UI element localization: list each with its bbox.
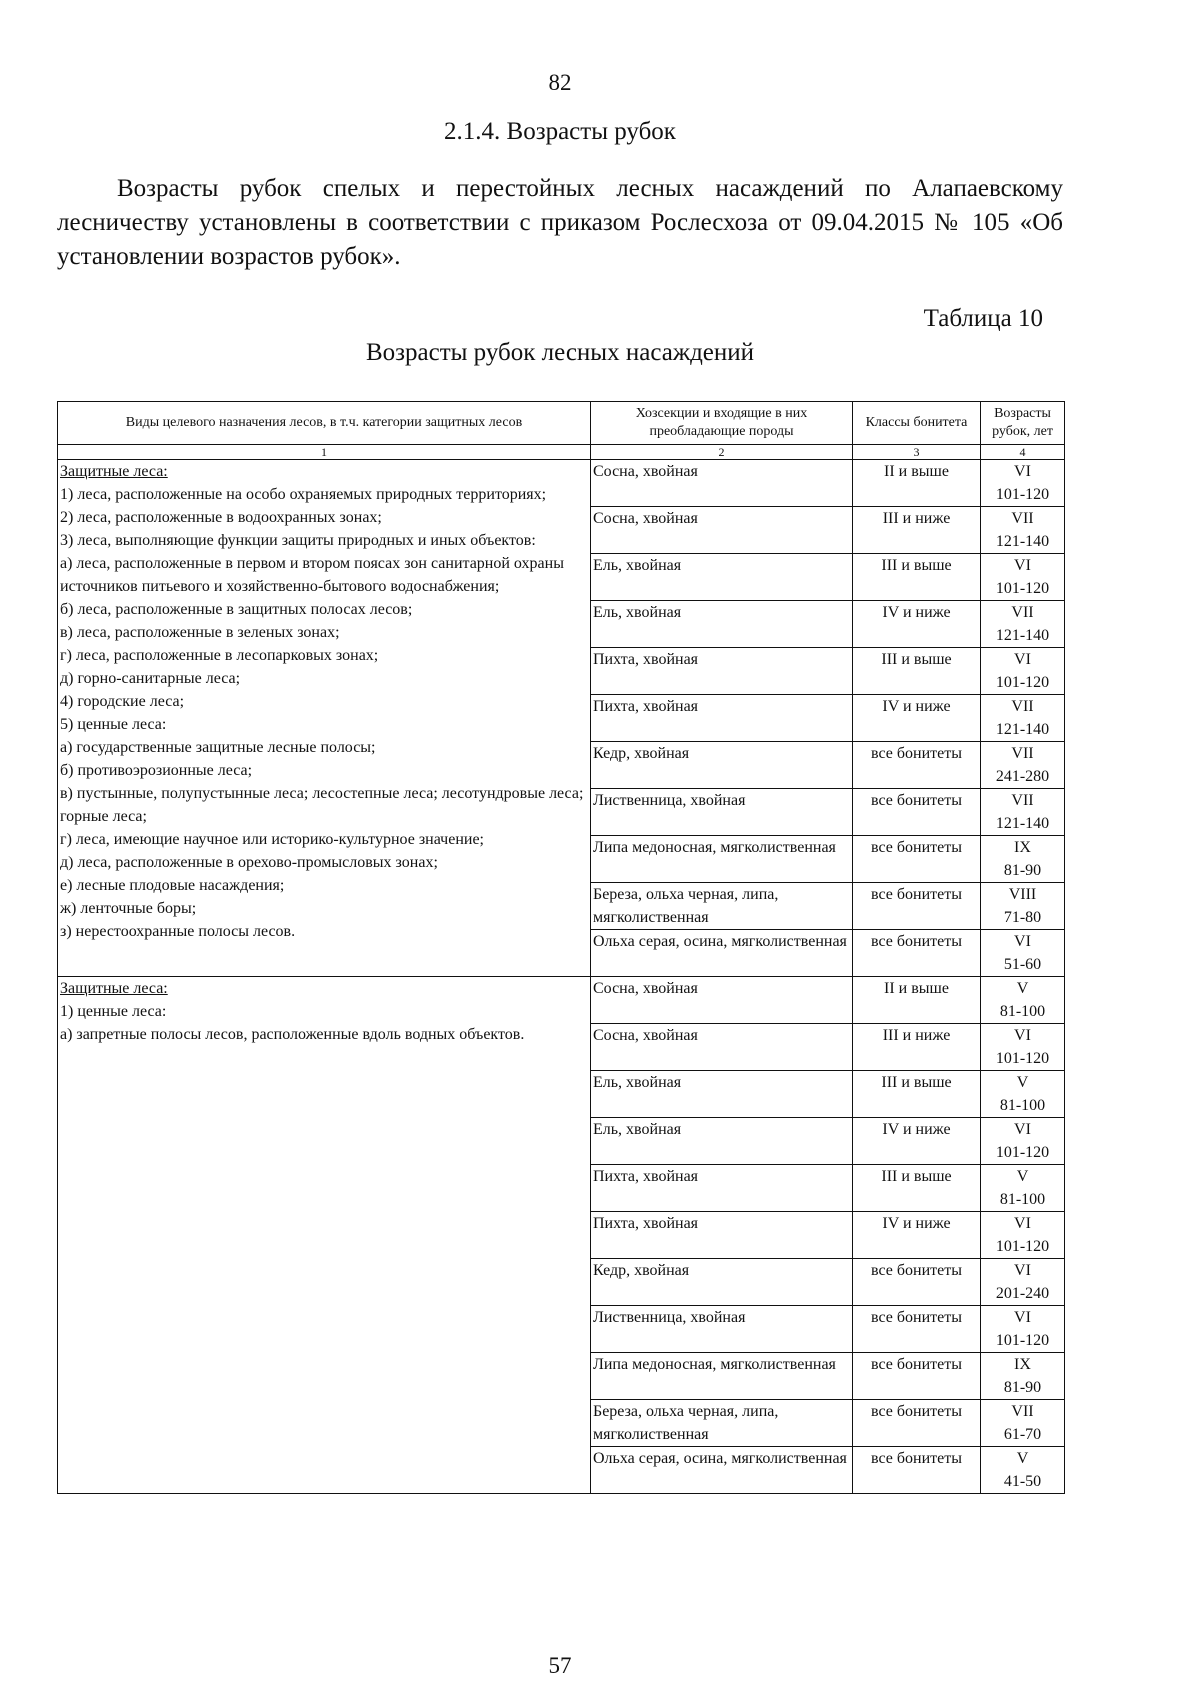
bonitet-cell: III и ниже [853,507,981,554]
age-class: V [1016,1450,1029,1467]
bonitet-cell: все бонитеты [853,883,981,930]
purpose-line: 4) городские леса; [60,693,185,710]
species-cell: Ель, хвойная [591,554,853,601]
species-cell: Сосна, хвойная [591,977,853,1024]
age-class: VII [1011,510,1034,527]
table-label: Таблица 10 [923,305,1043,332]
species-cell: Береза, ольха черная, липа, мягколиственная [591,883,853,930]
age-years: 41-50 [1003,1473,1042,1490]
purpose-cell [58,460,591,977]
purpose-line: 3) леса, выполняющие функции защиты природных и иных объектов: [60,532,536,549]
age-years: 101-120 [995,486,1050,503]
cutting-ages-table [57,401,1065,1494]
age-class: V [1016,980,1029,997]
table-title: Возрасты рубок лесных насаждений [365,339,755,366]
header-species: Хозсекции и входящие в них преобладающие породы [591,402,853,445]
purpose-line: д) горно-санитарные леса; [60,670,241,687]
purpose-line: в) пустынные, полупустынные леса; лесостепные леса; лесотундровые леса; горные леса; [60,785,584,825]
age-years: 81-90 [1003,1379,1042,1396]
age-cell [981,507,1065,554]
purpose-line: е) лесные плодовые насаждения; [60,877,285,894]
age-cell [981,554,1065,601]
intro-paragraph: Возрасты рубок спелых и перестойных лесных насаждений по Алапаевскому лесничеству установлены в соответствии с приказом Рослесхоза от 09.04.2015 № 105 «Об установлении возрастов рубок». [57,175,1063,270]
age-class: VI [1014,1121,1031,1138]
species-cell: Лиственница, хвойная [591,1306,853,1353]
age-class: VI [1014,651,1031,668]
column-number-row [58,445,1065,460]
purpose-line: 1) ценные леса: [60,1003,167,1020]
age-years: 101-120 [995,1238,1050,1255]
age-class: VI [1014,557,1031,574]
purpose-line: а) леса, расположенные в первом и втором поясах зон санитарной охраны источников питьевого и хозяйственно-бытового водоснабжения; [60,555,564,595]
column-number: 4 [981,445,1065,460]
bonitet-cell: IV и ниже [853,601,981,648]
purpose-line: ж) ленточные боры; [60,900,197,917]
species-cell: Сосна, хвойная [591,507,853,554]
species-cell: Ольха серая, осина, мягколиственная [591,1447,853,1494]
age-class: VI [1014,1215,1031,1232]
age-class: VI [1014,1262,1031,1279]
species-cell: Липа медоносная, мягколиственная [591,836,853,883]
purpose-line: 1) леса, расположенные на особо охраняемых природных территориях; [60,486,547,503]
age-cell [981,930,1065,977]
bonitet-cell: все бонитеты [853,742,981,789]
bonitet-cell: III и выше [853,554,981,601]
purpose-line: в) леса, расположенные в зеленых зонах; [60,624,340,641]
age-class: VII [1011,604,1034,621]
age-years: 101-120 [995,1332,1050,1349]
species-cell: Пихта, хвойная [591,695,853,742]
bonitet-cell: III и выше [853,1071,981,1118]
species-cell: Пихта, хвойная [591,1212,853,1259]
bonitet-cell: III и выше [853,1165,981,1212]
species-cell: Сосна, хвойная [591,1024,853,1071]
purpose-line: з) нерестоохранные полосы лесов. [60,923,296,940]
age-class: IX [1014,1356,1031,1373]
age-years: 101-120 [995,580,1050,597]
header-bonitet: Классы бонитета [853,402,981,445]
age-cell [981,1118,1065,1165]
section-title: 2.1.4. Возрасты рубок [444,118,676,145]
bonitet-cell: все бонитеты [853,1259,981,1306]
age-class: VIII [1008,886,1037,903]
table-header-row [58,402,1065,445]
bonitet-cell: III и ниже [853,1024,981,1071]
purpose-line: 5) ценные леса: [60,716,167,733]
purpose-line: 2) леса, расположенные в водоохранных зонах; [60,509,382,526]
purpose-line: а) запретные полосы лесов, расположенные вдоль водных объектов. [60,1026,525,1043]
bonitet-cell: II и выше [853,977,981,1024]
age-years: 101-120 [995,1050,1050,1067]
age-cell [981,836,1065,883]
header-purpose: Виды целевого назначения лесов, в т.ч. категории защитных лесов [58,402,591,445]
bonitet-cell: III и выше [853,648,981,695]
bonitet-cell: все бонитеты [853,1306,981,1353]
species-cell: Липа медоносная, мягколиственная [591,1353,853,1400]
bonitet-cell: все бонитеты [853,930,981,977]
age-class: VII [1011,745,1034,762]
age-class: V [1016,1168,1029,1185]
species-cell: Ель, хвойная [591,1071,853,1118]
age-class: VI [1014,1027,1031,1044]
age-years: 51-60 [1003,956,1042,973]
age-years: 121-140 [995,533,1050,550]
species-cell: Пихта, хвойная [591,648,853,695]
species-cell: Кедр, хвойная [591,1259,853,1306]
age-class: VII [1011,1403,1034,1420]
age-years: 241-280 [995,768,1050,785]
age-cell [981,648,1065,695]
species-cell: Ольха серая, осина, мягколиственная [591,930,853,977]
age-cell [981,601,1065,648]
age-cell [981,1024,1065,1071]
age-years: 201-240 [995,1285,1050,1302]
age-years: 101-120 [995,1144,1050,1161]
age-class: VI [1014,463,1031,480]
bonitet-cell: IV и ниже [853,695,981,742]
species-cell: Ель, хвойная [591,1118,853,1165]
purpose-line: б) противоэрозионные леса; [60,762,253,779]
bonitet-cell: IV и ниже [853,1212,981,1259]
column-number: 2 [591,445,853,460]
bonitet-cell: все бонитеты [853,1447,981,1494]
age-class: IX [1014,839,1031,856]
bonitet-cell: II и выше [853,460,981,507]
species-cell: Лиственница, хвойная [591,789,853,836]
column-number: 1 [58,445,591,460]
species-cell: Пихта, хвойная [591,1165,853,1212]
species-cell: Сосна, хвойная [591,460,853,507]
age-class: VII [1011,698,1034,715]
bonitet-cell: все бонитеты [853,1400,981,1447]
age-cell [981,1306,1065,1353]
purpose-line: б) леса, расположенные в защитных полосах лесов; [60,601,413,618]
purpose-line: г) леса, расположенные в лесопарковых зонах; [60,647,379,664]
age-cell [981,1400,1065,1447]
page-number-top: 82 [548,70,572,95]
age-years: 81-90 [1003,862,1042,879]
species-cell: Ель, хвойная [591,601,853,648]
table-body [58,460,1065,1494]
purpose-line: г) леса, имеющие научное или историко-культурное значение; [60,831,484,848]
age-cell [981,977,1065,1024]
table-row [58,977,1065,1024]
age-class: VII [1011,792,1034,809]
age-years: 61-70 [1003,1426,1042,1443]
age-cell [981,1353,1065,1400]
age-years: 81-100 [999,1097,1046,1114]
purpose-line: а) государственные защитные лесные полосы; [60,739,376,756]
age-years: 71-80 [1003,909,1042,926]
age-years: 81-100 [999,1191,1046,1208]
purpose-cell [58,977,591,1494]
age-class: V [1016,1074,1029,1091]
age-class: VI [1014,933,1031,950]
age-cell [981,695,1065,742]
bonitet-cell: IV и ниже [853,1118,981,1165]
age-cell [981,1212,1065,1259]
age-cell [981,1259,1065,1306]
purpose-line: д) леса, расположенные в орехово-промысловых зонах; [60,854,438,871]
age-cell [981,460,1065,507]
age-class: VI [1014,1309,1031,1326]
bonitet-cell: все бонитеты [853,1353,981,1400]
age-years: 81-100 [999,1003,1046,1020]
bonitet-cell: все бонитеты [853,836,981,883]
age-years: 121-140 [995,627,1050,644]
species-cell: Кедр, хвойная [591,742,853,789]
table-row [58,460,1065,507]
age-years: 101-120 [995,674,1050,691]
age-cell [981,1165,1065,1212]
age-years: 121-140 [995,721,1050,738]
age-cell [981,1447,1065,1494]
age-cell [981,1071,1065,1118]
bonitet-cell: все бонитеты [853,789,981,836]
age-cell [981,742,1065,789]
purpose-heading: Защитные леса: [60,463,168,480]
age-years: 121-140 [995,815,1050,832]
column-number: 3 [853,445,981,460]
header-age: Возрасты рубок, лет [981,402,1065,445]
age-cell [981,883,1065,930]
page-number-bottom: 57 [548,1653,572,1678]
purpose-heading: Защитные леса: [60,980,168,997]
age-cell [981,789,1065,836]
species-cell: Береза, ольха черная, липа, мягколиственная [591,1400,853,1447]
